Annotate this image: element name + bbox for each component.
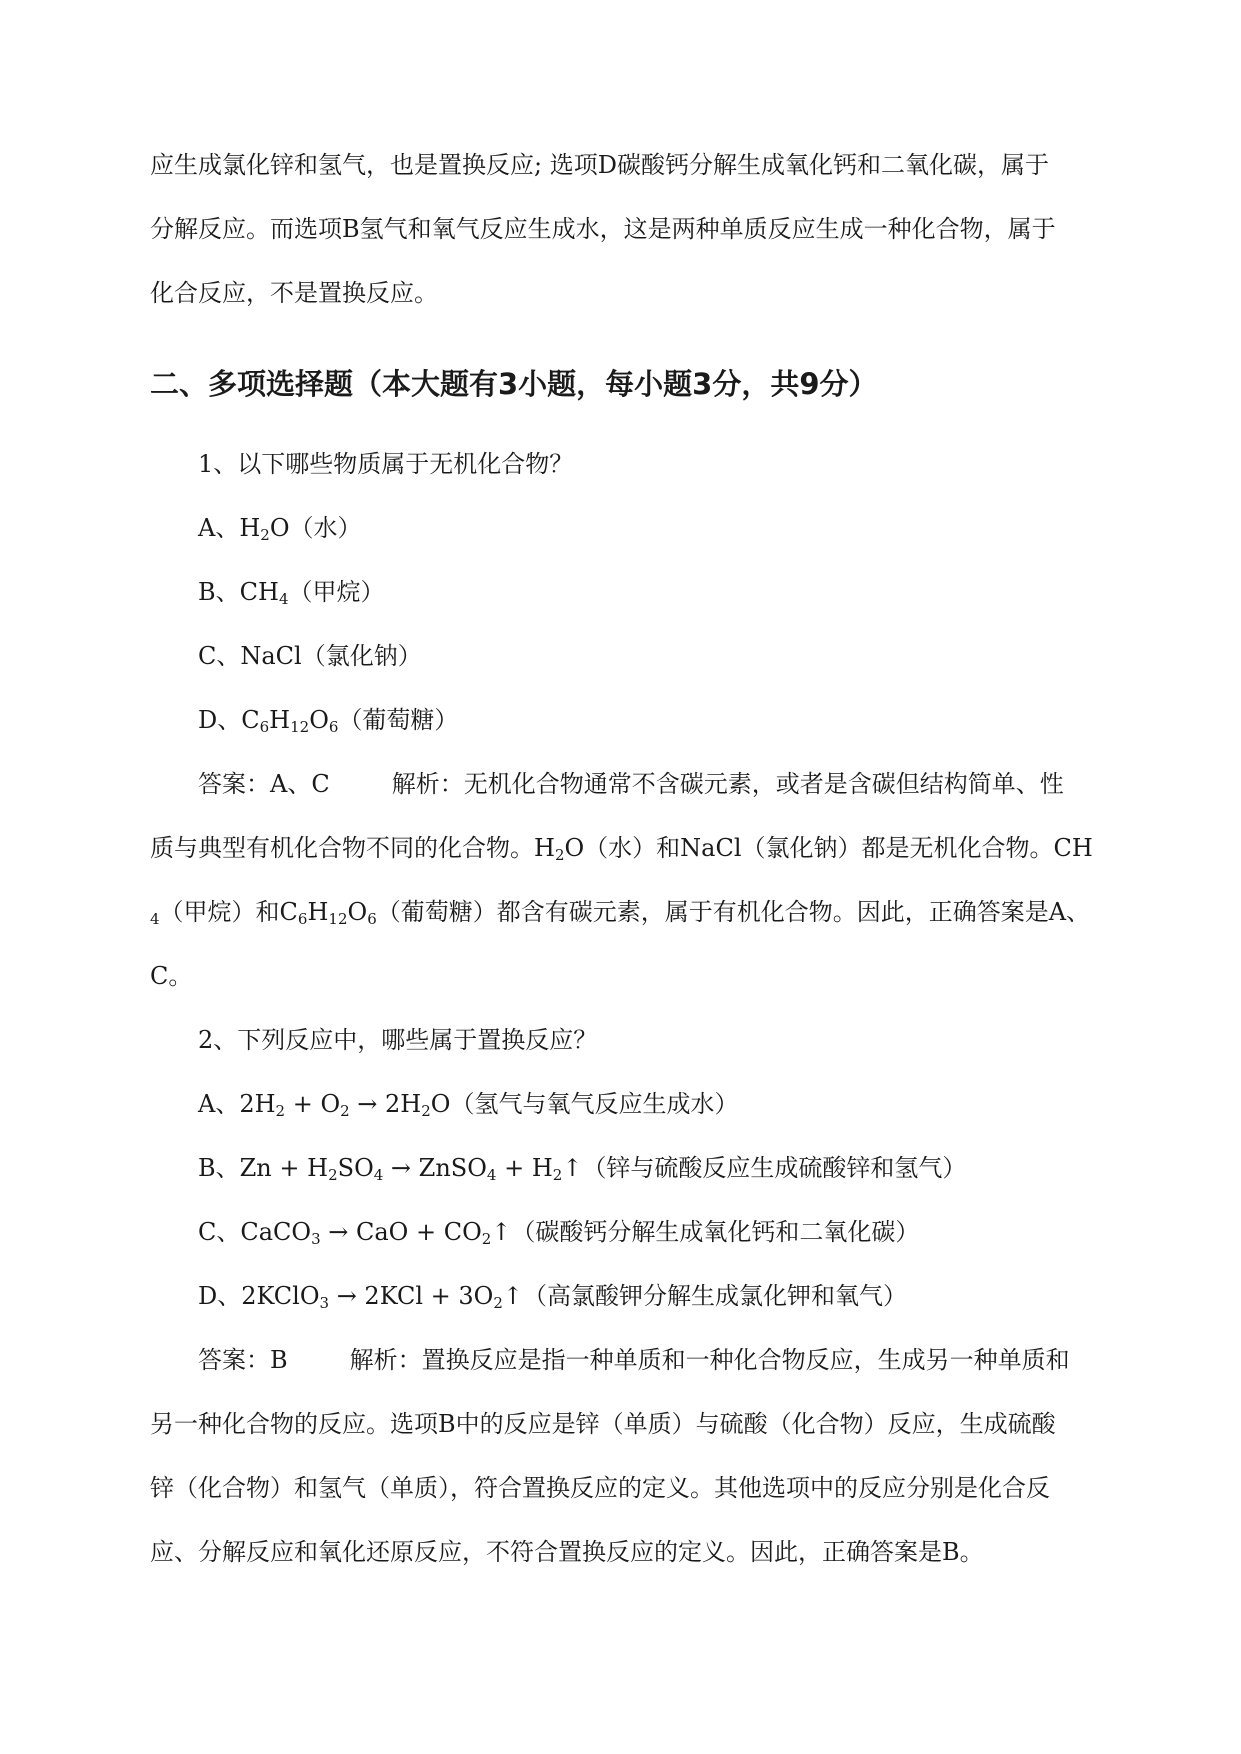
q2-option-b-part-2: SO [337,1154,374,1182]
q2-option-a-rest: O（氢气与氧气反应生成水） [430,1090,739,1118]
q1-option-a-rest: O（水） [269,514,362,542]
q1-explanation-4: C。 [150,962,193,990]
q1-expl-3-sub-2: 12 [328,910,348,928]
q1-option-b-rest: （甲烷） [288,578,385,606]
q2-explanation-4: 应、分解反应和氧化还原反应，不符合置换反应的定义。因此，正确答案是B。 [150,1538,984,1566]
q1-expl-2b: O（水）和NaCl（氯化钠）都是无机化合物。CH [564,834,1093,862]
q2-option-d-rest: ↑（高氯酸钾分解生成氯化钾和氧气） [502,1282,907,1310]
q1-answer-line [198,769,1148,799]
q1-explanation-1: 解析：无机化合物通常不含碳元素，或者是含碳但结构简单、性 [391,770,1064,798]
q2-option-b-sub-1: 2 [328,1166,338,1184]
q1-explanation-2 [150,833,1100,863]
q1-expl-2-sub: 2 [554,846,565,864]
q1-option-d-sub-2: 12 [290,718,310,736]
q1-option-a-prefix: A、H [198,514,261,542]
q1-option-b-prefix: B、CH [198,578,279,606]
q2-option-a-sub-2: 2 [340,1102,350,1120]
q2-option-c-part-2: → CaO + CO [320,1218,482,1246]
q2-stem: 2、下列反应中，哪些属于置换反应？ [198,1026,598,1054]
q2-option-b-sub-4: 2 [552,1166,563,1184]
q2-option-d-part-1: D、2KClO [198,1282,320,1310]
intro-line-1: 应生成氯化锌和氢气，也是置换反应; 选项D碳酸钙分解生成氧化钙和二氧化碳，属于 [150,151,1049,179]
q1-expl-3-sub-0: 4 [150,910,160,928]
q1-option-d-sub-1: 6 [259,718,270,736]
q2-option-b-sub-2: 4 [373,1166,384,1184]
q1-option-d-prefix: D、C [198,706,260,734]
q1-expl-3-o: O [347,898,368,926]
q2-explanation-3: 锌（化合物）和氢气（单质），符合置换反应的定义。其他选项中的反应分别是化合反 [150,1474,1050,1502]
q1-explanation-3 [150,897,1100,927]
section-heading: 二、多项选择题（本大题有3小题，每小题3分，共9分） [150,367,878,401]
q1-expl-3-sub-1: 6 [297,910,308,928]
q2-option-b-rest: ↑（锌与硫酸反应生成硫酸锌和氢气） [562,1154,967,1182]
q1-option-d-h: H [269,706,291,734]
q2-option-a-part-2: + O [285,1090,341,1118]
q1-expl-3a: （甲烷）和C [159,898,298,926]
q1-expl-3b: （葡萄糖）都含有碳元素，属于有机化合物。因此，正确答案是A、 [376,898,1091,926]
q2-option-b [198,1153,1148,1183]
q2-option-c-sub-1: 3 [311,1230,321,1248]
q1-option-d [198,705,1148,735]
q1-option-d-o: O [309,706,329,734]
intro-line-3: 化合反应，不是置换反应。 [150,279,438,307]
q2-answer: 答案：B [198,1346,288,1374]
q2-option-d-sub-2: 2 [493,1294,503,1312]
q2-option-c [198,1217,1148,1247]
q2-option-b-part-4: + H [496,1154,553,1182]
q2-option-d [198,1281,1148,1311]
q2-explanation-2: 另一种化合物的反应。选项B中的反应是锌（单质）与硫酸（化合物）反应，生成硫酸 [150,1410,1056,1438]
q1-expl-3-sub-3: 6 [367,910,377,928]
q1-option-a-sub: 2 [260,526,270,544]
q1-option-b-sub: 4 [278,590,289,608]
q1-expl-3-h: H [307,898,329,926]
q1-option-b [198,577,1148,607]
q2-option-c-part-1: C、CaCO [198,1218,312,1246]
q1-answer: 答案：A、C [198,770,330,798]
q2-option-a-part-3: → 2H [349,1090,422,1118]
q1-expl-2a: 质与典型有机化合物不同的化合物。H [150,834,555,862]
q1-option-c: C、NaCl（氯化钠） [198,642,422,670]
q2-option-b-sub-3: 4 [486,1166,497,1184]
q2-option-d-part-2: → 2KCl + 3O [329,1282,494,1310]
q1-stem: 1、以下哪些物质属于无机化合物？ [198,450,574,478]
q2-option-a-sub-1: 2 [275,1102,286,1120]
q2-option-c-rest: ↑（碳酸钙分解生成氧化钙和二氧化碳） [491,1218,920,1246]
q2-option-a-sub-3: 2 [421,1102,431,1120]
q2-answer-line [198,1345,1148,1375]
intro-line-2: 分解反应。而选项B氢气和氧气反应生成水，这是两种单质反应生成一种化合物，属于 [150,215,1056,243]
q2-option-a [198,1089,1148,1119]
q1-option-d-sub-3: 6 [328,718,339,736]
q1-option-d-rest: （葡萄糖） [338,706,459,734]
q2-option-c-sub-2: 2 [481,1230,492,1248]
q2-option-b-part-3: → ZnSO [383,1154,487,1182]
q2-explanation-1: 解析：置换反应是指一种单质和一种化合物反应，生成另一种单质和 [349,1346,1070,1374]
q2-option-b-part-1: B、Zn + H [198,1154,329,1182]
q1-option-a [198,513,1148,543]
q2-option-d-sub-1: 3 [319,1294,330,1312]
q2-option-a-part-1: A、2H [198,1090,276,1118]
